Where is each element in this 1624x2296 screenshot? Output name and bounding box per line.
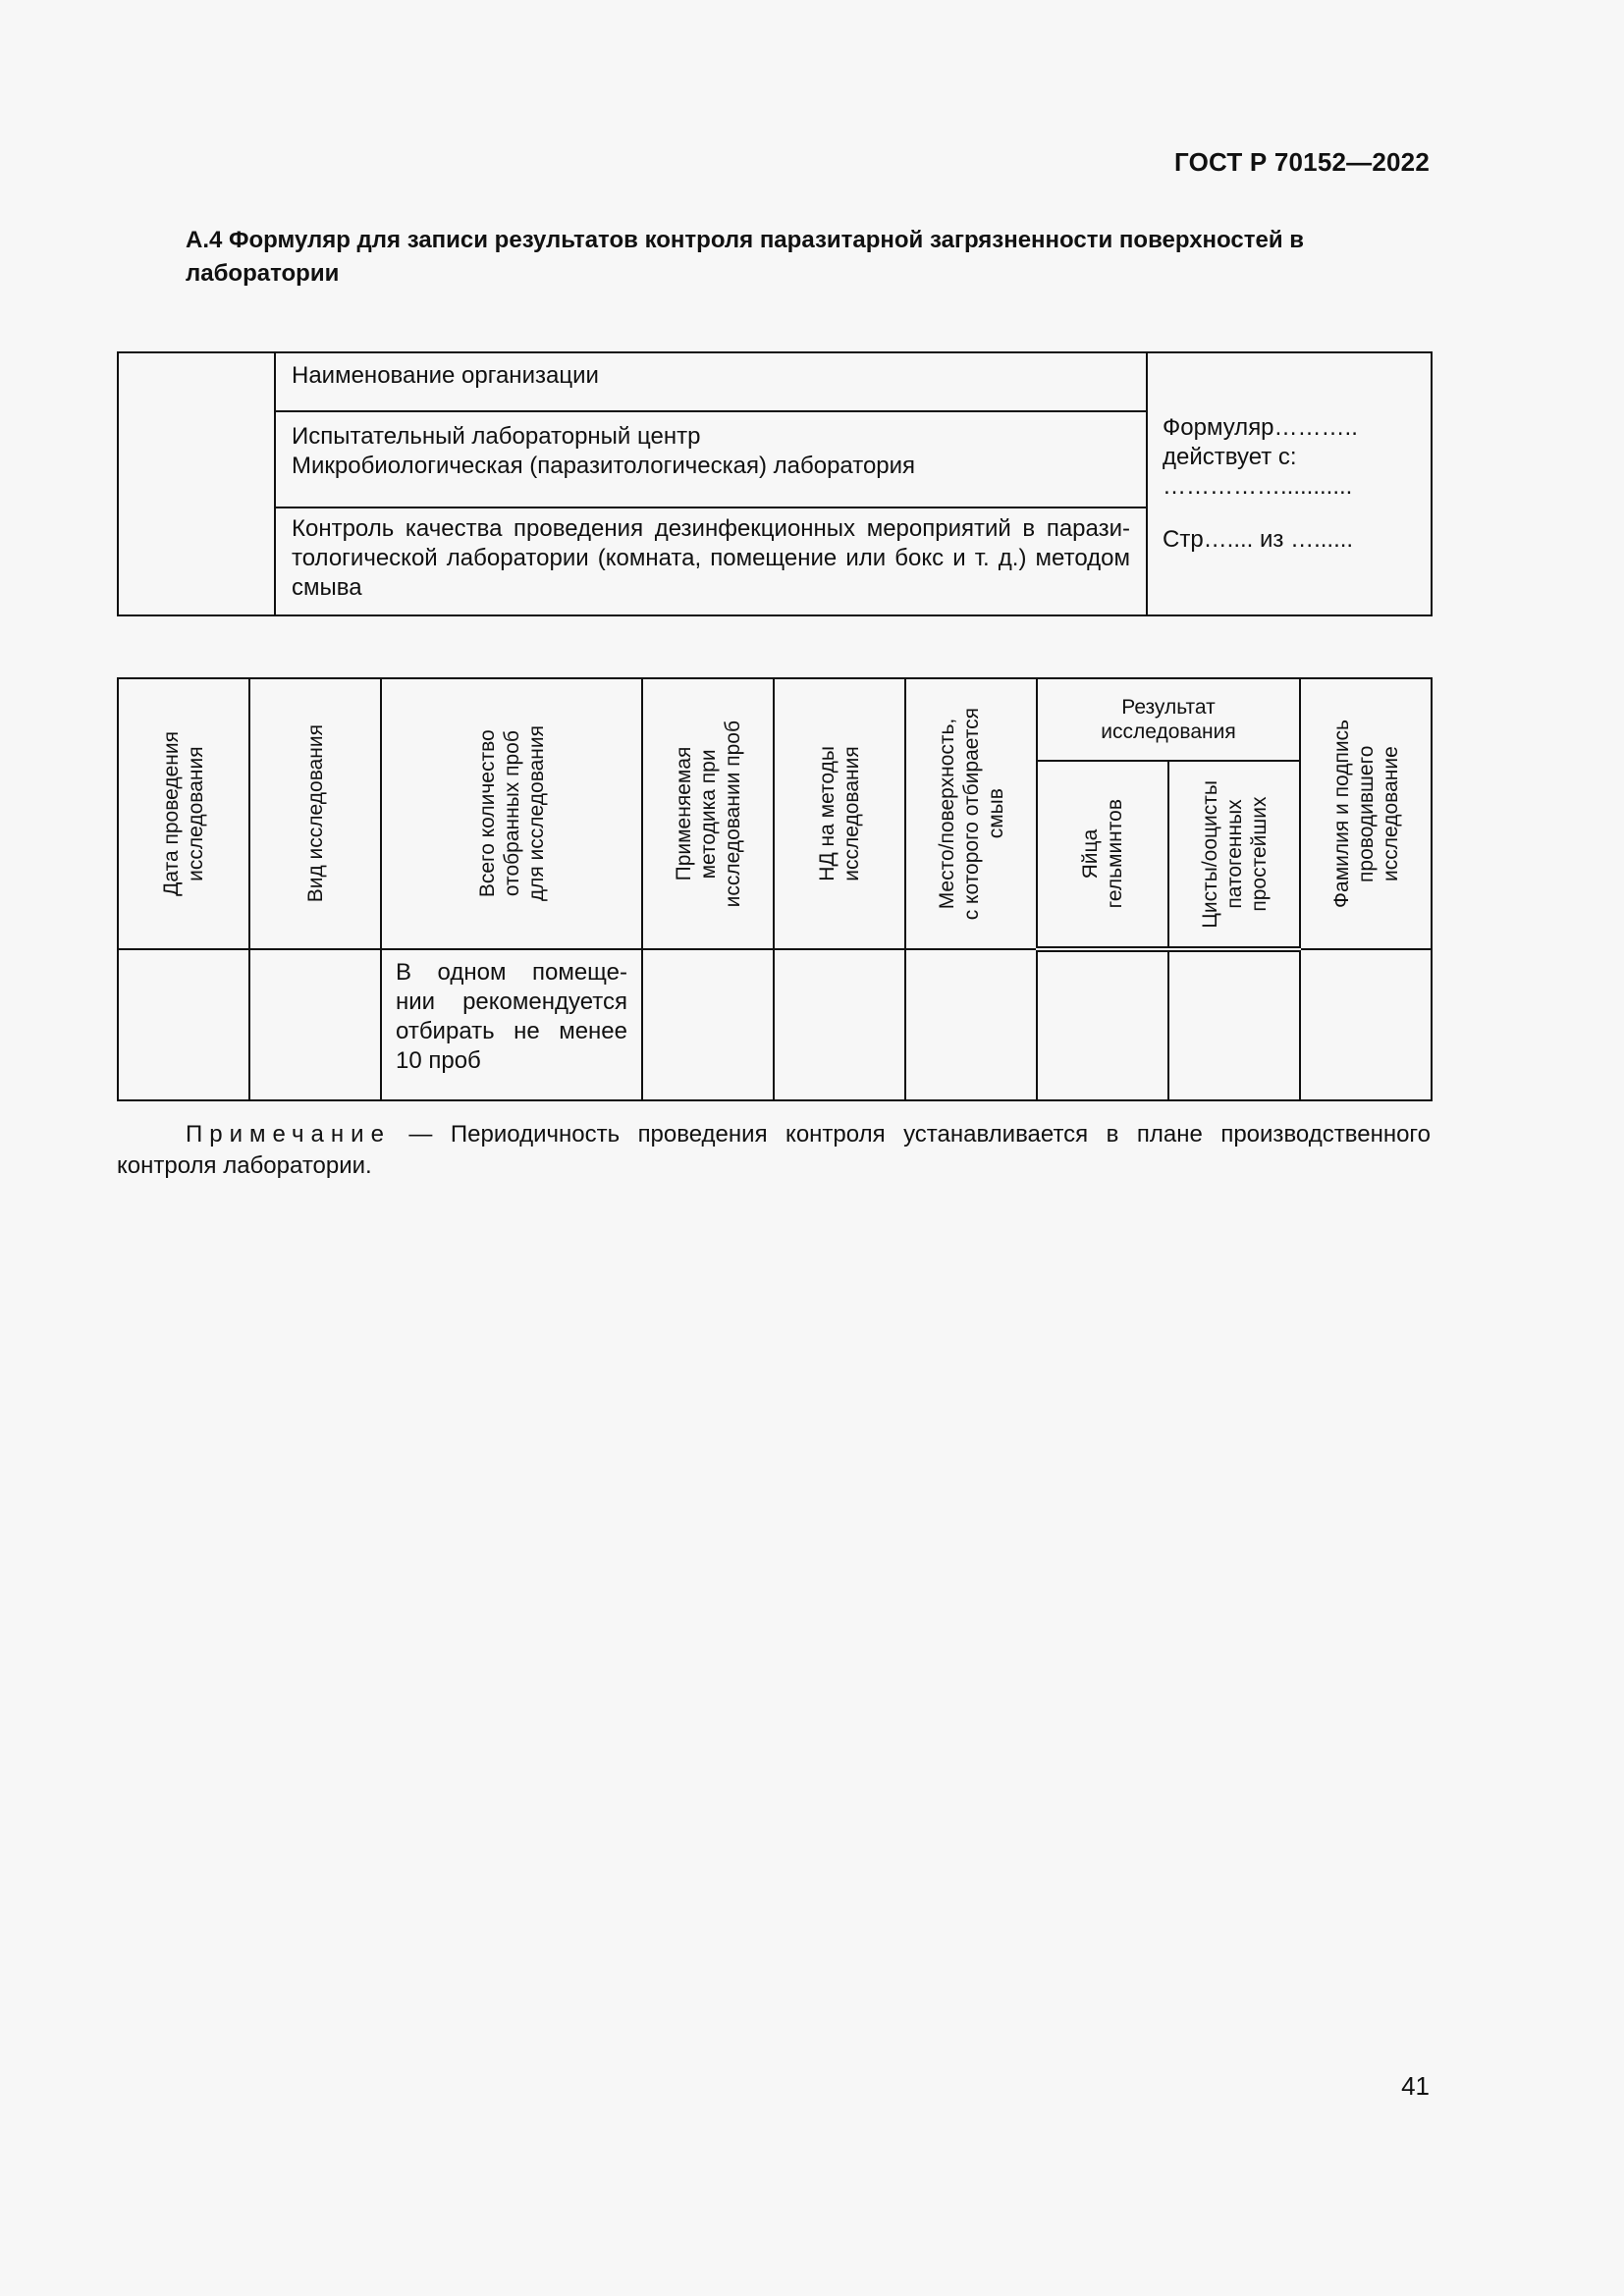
- col-header-sample-count: Всего количество отобранных проб для исследования: [381, 678, 642, 949]
- table-cell: [1300, 949, 1432, 1100]
- table-cell: [1037, 949, 1168, 1100]
- standard-code: ГОСТ Р 70152—2022: [1174, 147, 1430, 177]
- page-number: 41: [1401, 2071, 1430, 2101]
- col-header-protozoa-cysts: Цисты/ооцисты патогенных простейших: [1168, 761, 1300, 949]
- lab-center-cell: [275, 411, 1147, 507]
- col-header-helminth-eggs: Яйца гельминтов: [1037, 761, 1168, 949]
- col-header-type: Вид исследования: [249, 678, 381, 949]
- table-cell: [249, 949, 381, 1100]
- table-cell: [118, 949, 249, 1100]
- page-counter: Стр….... из …......: [1163, 526, 1354, 553]
- control-description-cell: [275, 507, 1147, 615]
- table-cell: [642, 949, 774, 1100]
- col-header-surface: Место/поверхность, с которого отбирается смыв: [905, 678, 1037, 949]
- note-text: — Периодичность проведения контроля устанавливается в плане производственного контроля лаборатории.: [117, 1121, 1431, 1179]
- col-header-result-group: Результат исследования: [1037, 678, 1300, 761]
- sample-count-note: В одном помеще-нии рекомендуется отбирать не менее 10 проб: [381, 949, 642, 1100]
- lab-name: Микробиологическая (паразитологическая) лаборатория: [292, 453, 916, 479]
- note-label: Примечание: [186, 1121, 391, 1148]
- lab-center-name: Испытательный лабораторный центр: [292, 423, 701, 450]
- table-cell: [905, 949, 1037, 1100]
- footnote: [117, 1119, 1431, 1182]
- col-header-signature: Фамилия и подпись проводившего исследование: [1300, 678, 1432, 949]
- logo-cell: [118, 352, 275, 615]
- section-title: А.4 Формуляр для записи результатов контроля паразитарной загрязненности поверхностей в лаборатории: [186, 227, 1305, 287]
- valid-from-value: ……………...........: [1163, 473, 1353, 500]
- col-header-date: Дата проведения исследования: [118, 678, 249, 949]
- col-header-method: Применяемая методика при исследовании проб: [642, 678, 774, 949]
- table-cell: [774, 949, 905, 1100]
- form-meta-cell: [1147, 352, 1432, 615]
- table-cell: [1168, 949, 1300, 1100]
- form-number: Формуляр………..: [1163, 414, 1358, 441]
- form-header-table: [117, 351, 1433, 616]
- control-description: Контроль качества проведения дезинфекционных мероприятий в парази-тологической лаборатории (комната, помещение или бокс и т. д.) методом смыва: [292, 515, 1130, 601]
- org-name-cell: [275, 352, 1147, 411]
- valid-from-label: действует с:: [1163, 444, 1297, 470]
- col-header-normative-doc: НД на методы исследования: [774, 678, 905, 949]
- records-table: [117, 677, 1433, 1101]
- org-name: Наименование организации: [292, 362, 599, 389]
